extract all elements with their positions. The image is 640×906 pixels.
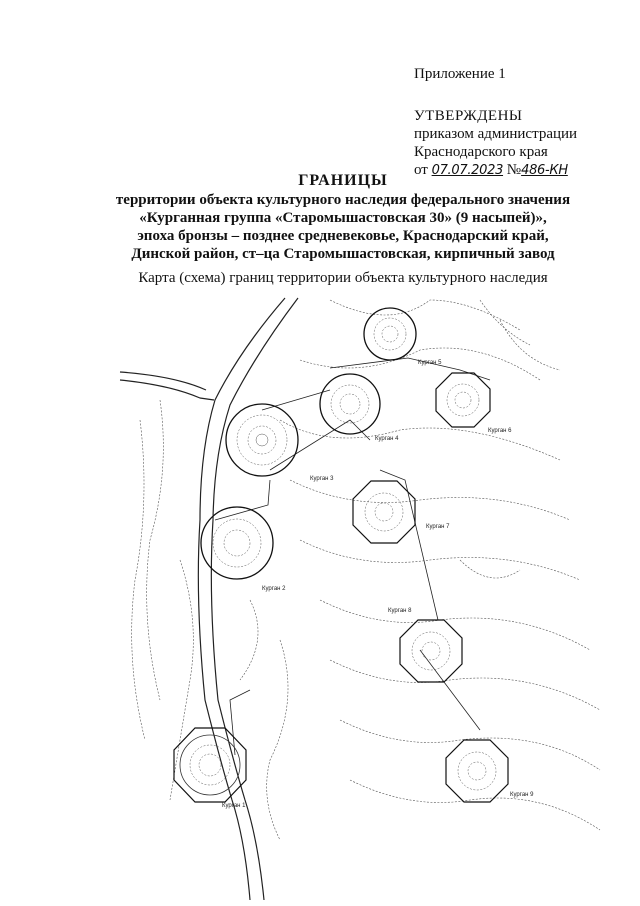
mound-3 [226,404,334,482]
mound-9 [446,740,534,802]
contour-lines [132,300,600,840]
mound-7-label: Курган 7 [426,524,450,530]
order-date: 07.07.2023 [431,163,504,178]
boundary-lines [215,358,490,755]
mound-9-label: Курган 9 [510,792,534,798]
mound-7 [353,481,450,543]
mound-5-label: Курган 5 [418,360,442,366]
order-number-sign: № [506,162,522,178]
map-caption: Карта (схема) границ территории объекта культурного наследия [138,270,548,286]
order-from: от [414,162,428,178]
appendix-label: Приложение 1 [414,66,506,82]
order-line-2: Краснодарского края [414,144,548,160]
order-line-1: приказом администрации [414,126,578,142]
document-title: ГРАНИЦЫ [298,172,388,189]
mound-4-label: Курган 4 [375,436,399,442]
mound-1 [174,728,246,809]
mound-2 [201,507,286,592]
approved-heading: УТВЕРЖДЕНЫ [414,108,523,124]
mound-6-label: Курган 6 [488,428,512,434]
mound-1-label: Курган 1 [222,803,246,809]
mound-3-label: Курган 3 [310,476,334,482]
title-line-2: территории объекта культурного наследия федерального значения [115,192,571,208]
mound-6 [436,373,512,434]
mound-8-label: Курган 8 [388,608,412,614]
title-line-4: эпоха бронзы – позднее средневековье, Краснодарский край, [137,228,549,244]
order-number: 486-КН [521,163,568,178]
mound-2-label: Курган 2 [262,586,286,592]
title-line-3: «Курганная группа «Старомышастовская 30» (9 насыпей)», [139,210,547,226]
title-line-5: Динской район, ст–ца Старомышастовская, кирпичный завод [131,246,555,262]
